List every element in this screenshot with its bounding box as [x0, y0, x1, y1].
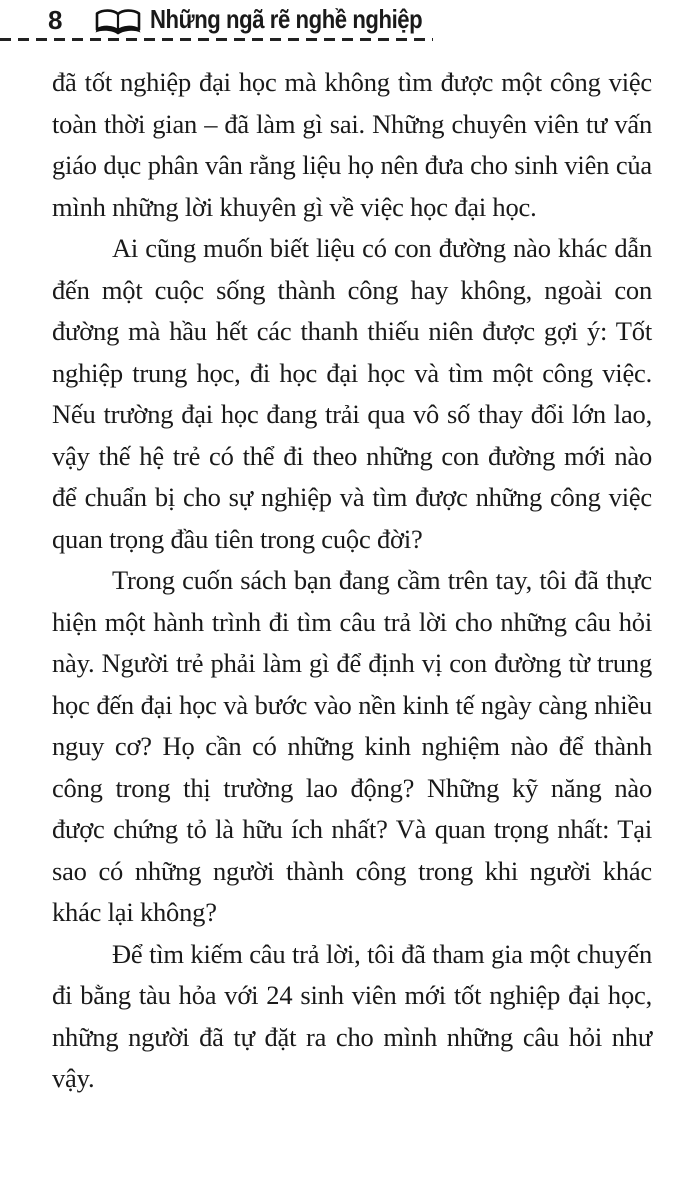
header-divider: [0, 38, 433, 41]
open-book-icon: [94, 7, 142, 37]
running-title: Những ngã rẽ nghề nghiệp: [150, 4, 423, 34]
page-number: 8: [48, 5, 62, 35]
paragraph: Ai cũng muốn biết liệu có con đường nào khác dẫn đến một cuộc sống thành công hay không, ngoài con đường mà hầu hết các thanh thiếu niên được gợi ý: Tốt nghiệp trung học, đi học đại học và tìm một công việc. Nếu trường đại học đang trải qua vô số thay đổi lớn lao, vậy thế hệ trẻ có thể đi theo những con đường mới nào để chuẩn bị cho sự nghiệp và tìm được những công việc quan trọng đầu tiên trong cuộc đời?: [52, 233, 652, 554]
paragraph: Trong cuốn sách bạn đang cầm trên tay, tôi đã thực hiện một hành trình đi tìm câu trả lời cho những câu hỏi này. Người trẻ phải làm gì để định vị con đường từ trung học đến đại học và bước vào nền kinh tế ngày càng nhiều nguy cơ? Họ cần có những kinh nghiệm nào để thành công trong thị trường lao động? Những kỹ năng nào được chứng tỏ là hữu ích nhất? Và quan trọng nhất: Tại sao có những người thành công trong khi người khác khác lại không?: [52, 565, 652, 927]
page-body: [52, 62, 652, 1100]
paragraph: đã tốt nghiệp đại học mà không tìm được một công việc toàn thời gian – đã làm gì sai. Những chuyên viên tư vấn giáo dục phân vân rằng liệu họ nên đưa cho sinh viên của mình những lời khuyên gì về việc học đại học.: [52, 67, 652, 222]
paragraph: Để tìm kiếm câu trả lời, tôi đã tham gia một chuyến đi bằng tàu hỏa với 24 sinh viên mới tốt nghiệp đại học, những người đã tự đặt ra cho mình những câu hỏi như vậy.: [52, 938, 652, 1093]
